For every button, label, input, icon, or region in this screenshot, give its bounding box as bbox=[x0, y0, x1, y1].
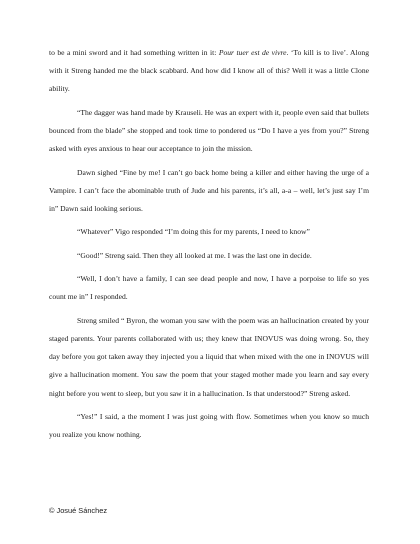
paragraph-run: Streng smiled “ Byron, the woman you saw with the poem was an hallucination created by your staged parents. Your parents collaborated with us; they knew that INOVUS was doing wrong. So, they day before you got taken away they injected you a liquid that when mixed with the one in INOVUS will give a hallucination moment. You saw the poem that your staged mother made you learn and say every night before you went to sleep, but you saw it in a hallucination. Is that understood?” Streng asked. bbox=[49, 315, 369, 398]
paragraph-run: . ‘To kill is to live’. Along with it Streng handed me the black scabbard. And how did I know all of this? Well it was a little Clone ability. bbox=[49, 48, 369, 94]
paragraph bbox=[49, 223, 369, 241]
paragraph bbox=[49, 104, 369, 159]
body-text bbox=[49, 44, 369, 450]
paragraph-run: “Well, I don’t have a family, I can see dead people and now, I have a porpoise to life so yes count me in” I responded. bbox=[49, 274, 369, 302]
paragraph bbox=[49, 408, 369, 444]
paragraph-run: Dawn sighed “Fine by me! I can’t go back home being a killer and either having the urge of a Vampire. I can’t face the abominable truth of Jude and his parents, it’s all, a-a – well, let’s just say I’m in” Dawn said looking serious. bbox=[49, 167, 369, 213]
paragraph-run-italic: Pour tuer est de vivre bbox=[218, 48, 287, 57]
copyright-footer: © Josué Sánchez bbox=[49, 506, 108, 515]
paragraph bbox=[49, 44, 369, 99]
paragraph-run: “Good!” Streng said. Then they all looked at me. I was the last one in decide. bbox=[77, 250, 312, 260]
paragraph bbox=[49, 312, 369, 403]
paragraph-run: “Yes!” I said, a the moment I was just going with flow. Sometimes when you know so much you realize you know nothing. bbox=[49, 411, 369, 440]
paragraph-run: “The dagger was hand made by Krauseli. He was an expert with it, people even said that bullets bounced from the blade” she stopped and took time to pondered us “Do I have a yes from you?” Streng asked with eyes anxious to hear our acceptance to join the mission. bbox=[49, 107, 369, 154]
paragraph-run: “Whatever” Vigo responded “I’m doing this for my parents, I need to know” bbox=[77, 227, 310, 237]
paragraph-run: to be a mini sword and it had something written in it: bbox=[49, 48, 219, 57]
paragraph bbox=[49, 247, 369, 265]
paragraph bbox=[49, 164, 369, 219]
paragraph bbox=[49, 270, 369, 306]
